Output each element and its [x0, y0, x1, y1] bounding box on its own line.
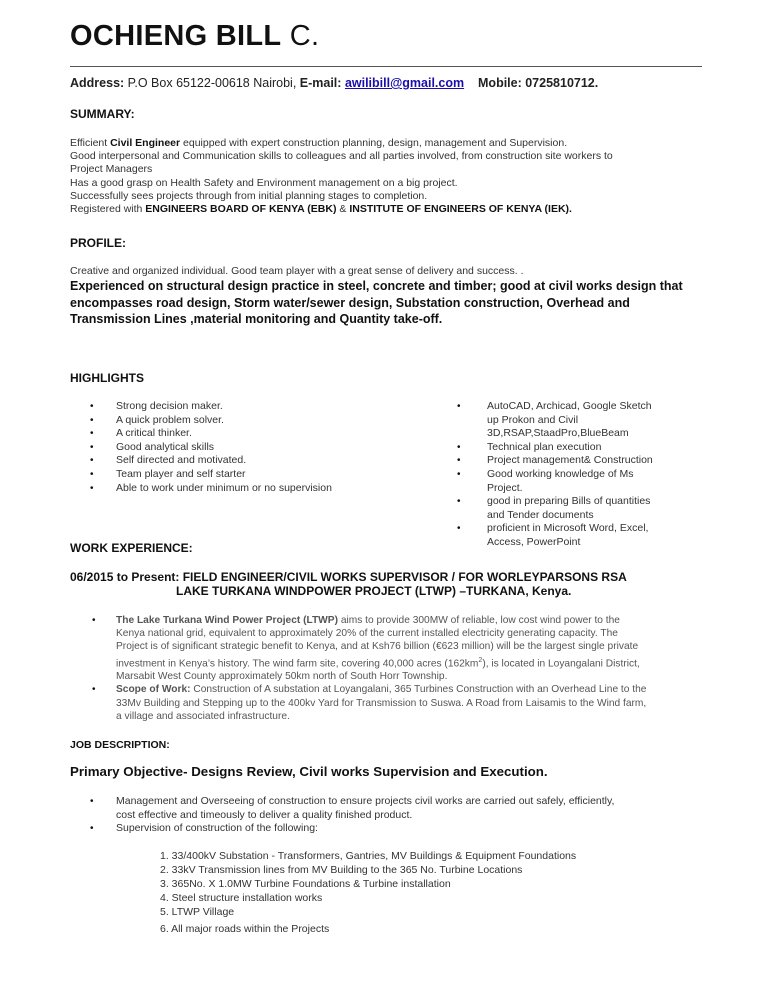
header-rule	[70, 66, 702, 67]
summary-line: Successfully sees projects through from initial planning stages to completion.	[70, 189, 428, 202]
duty-item: • Management and Overseeing of construction to ensure projects civil works are carried out safely, efficiently, cost effective and timeously to deliver a quality finished product.	[70, 795, 614, 822]
skill-item: • Technical plan execution	[457, 441, 653, 455]
email-link[interactable]: awilibill@gmail.com	[344, 76, 465, 90]
highlights-heading: HIGHLIGHTS	[70, 371, 144, 385]
job-duties-list	[70, 795, 614, 836]
summary-text	[70, 137, 613, 216]
contact-line: Address: P.O Box 65122-00618 Nairobi, E-mail: awilibill@gmail.com Mobile: 0725810712.	[70, 76, 599, 90]
summary-line: Project Managers	[70, 163, 153, 176]
summary-heading: SUMMARY:	[70, 107, 135, 121]
summary-line: Good interpersonal and Communication skills to colleagues and all parties involved, from construction site workers to	[70, 150, 613, 163]
highlight-item: • Team player and self starter	[70, 468, 332, 482]
project-description: • The Lake Turkana Wind Power Project (LTWP) aims to provide 300MW of reliable, low cost wind power to the Kenya national grid, equivalent to approximately 20% of the current installed electricity generating capacity. The Project is of significant strategic benefit to Kenya, and at Ksh76 billion (€623 million) will be the largest single private investment in Kenya’s history. The wind farm site, covering 40,000 acres $(162km^2)$, is located in Loyangalani District, Marsabit West County approximately 50km north of South Horr Township.	[70, 614, 646, 683]
job-description-heading: JOB DESCRIPTION:	[70, 739, 170, 751]
supervision-item: 5. LTWP Village	[160, 905, 235, 918]
supervision-item: 2. 33kV Transmission lines from MV Building to the 365 No. Turbine Locations	[160, 863, 523, 876]
highlight-item: • Self directed and motivated.	[70, 454, 332, 468]
mobile-number: Mobile: 0725810712.	[478, 76, 599, 90]
highlights-left-list	[70, 400, 332, 495]
supervision-items	[160, 850, 576, 936]
skill-item: • proficient in Microsoft Word, Excel, Access, PowerPoint	[457, 522, 653, 549]
primary-objective: Primary Objective- Designs Review, Civil works Supervision and Execution.	[70, 764, 548, 779]
summary-line: Has a good grasp on Health Safety and Environment management on a big project.	[70, 176, 458, 189]
work-experience-heading: WORK EXPERIENCE:	[70, 541, 193, 555]
highlight-item: • A critical thinker.	[70, 427, 332, 441]
profile-intro: Creative and organized individual. Good team player with a great sense of delivery and success. .	[70, 265, 524, 277]
supervision-item: 3. 365No. X 1.0MW Turbine Foundations & Turbine installation	[160, 877, 451, 890]
highlights-right-list	[457, 400, 653, 550]
highlight-item: • A quick problem solver.	[70, 414, 332, 428]
supervision-item: 6. All major roads within the Projects	[160, 922, 330, 935]
profile-experience: Experienced on structural design practice in steel, concrete and timber; good at civil works design that encompasses road design, Storm water/sewer design, Substation construction, Overhead and Transmission Lines ,material monitoring and Quantity take-off.	[70, 279, 683, 326]
skill-item: • good in preparing Bills of quantities and Tender documents	[457, 495, 653, 522]
summary-line: Efficient Civil Engineer equipped with expert construction planning, design, management and Supervision.	[70, 137, 568, 149]
supervision-item: 1. 33/400kV Substation - Transformers, Gantries, MV Buildings & Equipment Foundations	[160, 850, 577, 862]
profile-heading: PROFILE:	[70, 236, 126, 250]
summary-registered: Registered with ENGINEERS BOARD OF KENYA (EBK) & INSTITUTE OF ENGINEERS OF KENYA (IEK).	[70, 203, 572, 216]
project-description-list	[70, 614, 646, 723]
skill-item: • Project management& Construction	[457, 454, 653, 468]
job-project-line: LAKE TURKANA WINDPOWER PROJECT (LTWP) –TURKANA, Kenya.	[176, 584, 572, 598]
job-title-line: 06/2015 to Present: FIELD ENGINEER/CIVIL WORKS SUPERVISOR / FOR WORLEYPARSONS RSA	[70, 570, 627, 584]
skill-item: • AutoCAD, Archicad, Google Sketch up Prokon and Civil 3D,RSAP,StaadPro,BlueBeam	[457, 400, 653, 441]
duty-item: • Supervision of construction of the following:	[70, 822, 614, 836]
candidate-name: OCHIENG BILL C.	[70, 20, 320, 52]
highlight-item: • Strong decision maker.	[70, 400, 332, 414]
highlight-item: • Good analytical skills	[70, 441, 332, 455]
scope-of-work: • Scope of Work: Construction of A substation at Loyangalani, 365 Turbines Construction with an Overhead Line to the 33Mv Building and Stepping up to the 400kv Yard for Transmission to Suswa. A Road from Laisamis to the Wind farm, a village and associated infrastructure.	[70, 683, 646, 723]
skill-item: • Good working knowledge of Ms Project.	[457, 468, 653, 495]
highlight-item: • Able to work under minimum or no supervision	[70, 482, 332, 496]
supervision-item: 4. Steel structure installation works	[160, 891, 323, 904]
